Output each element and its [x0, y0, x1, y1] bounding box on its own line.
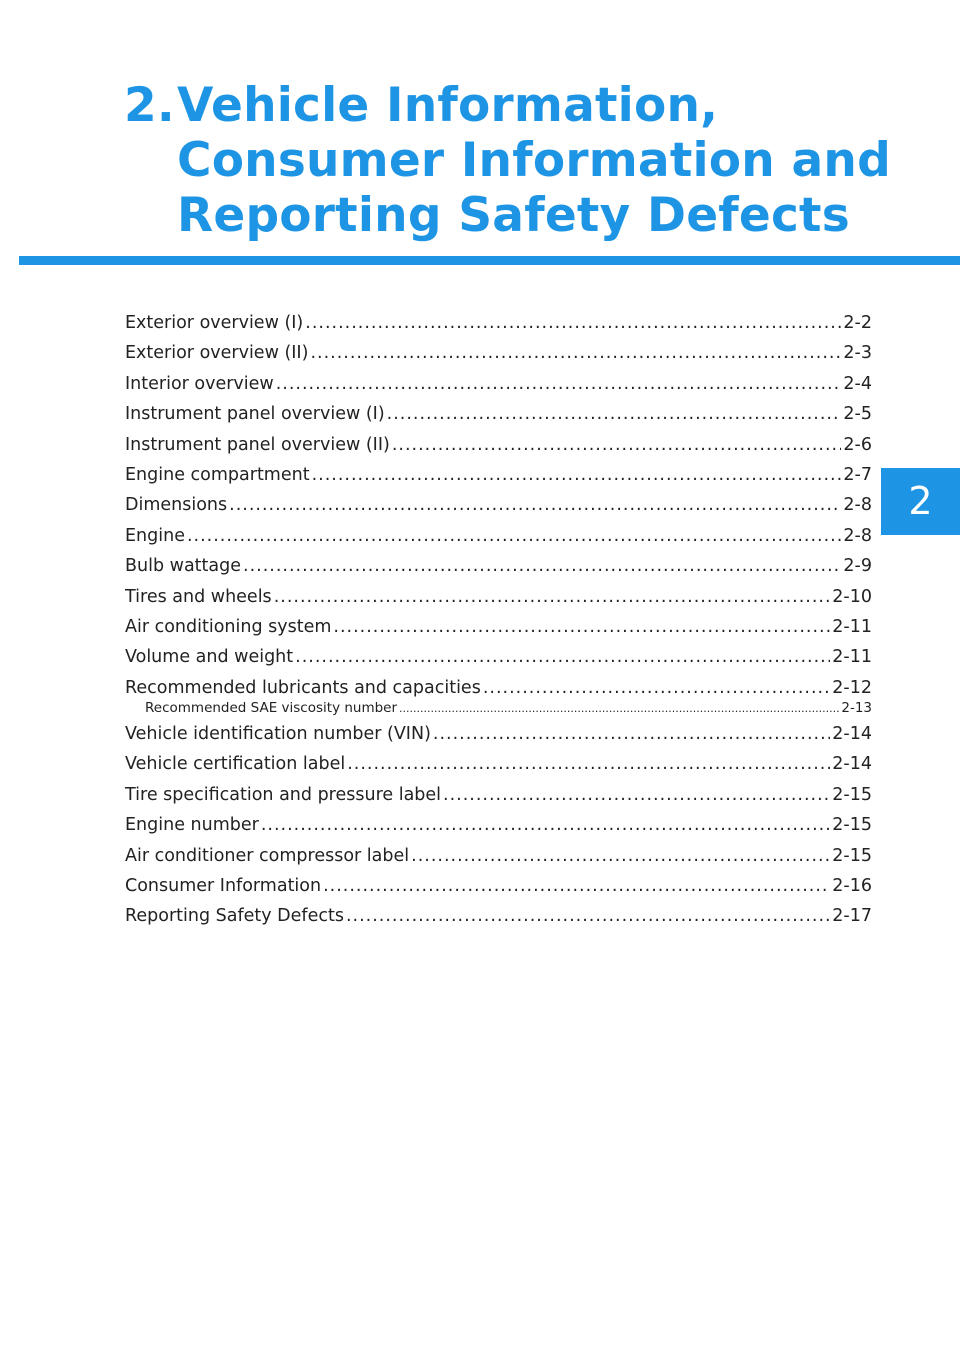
toc-entry-page: 2-11 [832, 616, 872, 637]
toc-entry[interactable] [125, 495, 872, 525]
toc-entry[interactable] [125, 754, 872, 784]
toc-entry[interactable] [125, 785, 872, 815]
toc-dot-leader [346, 906, 830, 926]
table-of-contents [125, 313, 872, 937]
toc-entry[interactable] [125, 313, 872, 343]
toc-dot-leader [347, 754, 830, 774]
toc-entry[interactable] [125, 906, 872, 936]
chapter-number: 2. [124, 78, 175, 133]
toc-entry-label: Bulb wattage [125, 556, 241, 577]
toc-entry-label: Air conditioner compressor label [125, 845, 410, 866]
chapter-title-line-1 [124, 78, 891, 133]
toc-dot-leader [333, 617, 830, 637]
toc-entry-label: Reporting Safety Defects [125, 906, 344, 927]
toc-entry-page: 2-6 [843, 434, 872, 455]
toc-dot-leader [243, 556, 841, 576]
toc-entry-label: Engine number [125, 815, 259, 836]
toc-entry-page: 2-16 [832, 876, 872, 897]
toc-entry[interactable] [125, 846, 872, 876]
toc-dot-leader [483, 678, 830, 698]
toc-entry-label: Tire specification and pressure label [125, 784, 442, 805]
toc-entry[interactable] [125, 815, 872, 845]
toc-dot-leader [187, 526, 841, 546]
chapter-title [124, 78, 891, 243]
toc-entry-page: 2-14 [832, 754, 872, 775]
toc-entry-page: 2-17 [832, 906, 872, 927]
toc-dot-leader [295, 647, 830, 667]
toc-entry-label: Instrument panel overview (II) [125, 434, 390, 455]
toc-entry-page: 2-5 [843, 404, 872, 425]
toc-entry-page: 2-3 [843, 343, 872, 364]
toc-entry-label: Exterior overview (I) [125, 313, 304, 333]
toc-entry-label: Consumer Information [125, 876, 322, 897]
toc-entry-page: 2-15 [832, 815, 872, 836]
toc-entry[interactable] [125, 404, 872, 434]
toc-entry-label: Recommended lubricants and capacities [125, 677, 481, 698]
toc-entry-page: 2-7 [843, 464, 872, 485]
toc-entry-label: Instrument panel overview (I) [125, 404, 385, 425]
toc-entry-label: Dimensions [125, 495, 228, 516]
toc-entry-label: Exterior overview (II) [125, 343, 309, 364]
toc-dot-leader [310, 343, 841, 363]
toc-entry-label: Volume and weight [125, 647, 294, 668]
toc-dot-leader [443, 785, 830, 805]
toc-entry[interactable] [125, 724, 872, 754]
toc-dot-leader [392, 435, 842, 455]
toc-entry-page: 2-15 [832, 845, 872, 866]
toc-entry-label: Engine compartment [125, 464, 310, 485]
toc-dot-leader [274, 587, 831, 607]
toc-entry[interactable] [125, 647, 872, 677]
toc-entry-page: 2-14 [832, 724, 872, 745]
toc-dot-leader [229, 495, 841, 515]
toc-dot-leader [312, 465, 842, 485]
toc-entry[interactable] [125, 343, 872, 373]
toc-entry-page: 2-12 [832, 677, 872, 698]
toc-dot-leader [399, 702, 839, 715]
toc-entry-page: 2-9 [843, 556, 872, 577]
toc-subentry[interactable] [125, 700, 872, 722]
toc-subentry-label: Recommended SAE viscosity number [145, 700, 398, 717]
toc-entry-label: Tires and wheels [125, 586, 272, 607]
toc-dot-leader [261, 815, 830, 835]
toc-entry[interactable] [125, 556, 872, 586]
title-divider [19, 256, 960, 265]
toc-dot-leader [276, 374, 842, 394]
toc-entry-label: Engine [125, 525, 185, 546]
toc-entry-label: Vehicle identification number (VIN) [125, 724, 431, 745]
toc-dot-leader [387, 404, 842, 424]
toc-entry[interactable] [125, 876, 872, 906]
toc-entry[interactable] [125, 526, 872, 556]
toc-entry-page: 2-8 [843, 525, 872, 546]
toc-entry[interactable] [125, 587, 872, 617]
toc-entry[interactable] [125, 617, 872, 647]
toc-entry-page: 2-15 [832, 784, 872, 805]
chapter-tab[interactable]: 2 [881, 468, 960, 535]
toc-entry-label: Vehicle certification label [125, 754, 346, 775]
toc-entry-page: 2-10 [832, 586, 872, 607]
toc-dot-leader [433, 724, 830, 744]
chapter-title-line-2: Consumer Information and [177, 133, 891, 188]
toc-dot-leader [305, 313, 841, 333]
toc-subentry-page: 2-13 [841, 700, 872, 717]
chapter-title-text-1: Vehicle Information, [177, 78, 719, 133]
toc-entry[interactable] [125, 374, 872, 404]
chapter-title-line-3: Reporting Safety Defects [177, 188, 850, 243]
toc-entry-page: 2-4 [843, 373, 872, 394]
toc-entry-label: Air conditioning system [125, 616, 332, 637]
toc-entry[interactable] [125, 465, 872, 495]
toc-entry[interactable] [125, 435, 872, 465]
toc-dot-leader [323, 876, 830, 896]
toc-entry-label: Interior overview [125, 373, 274, 394]
toc-entry-page: 2-11 [832, 647, 872, 668]
toc-entry-page: 2-8 [843, 495, 872, 516]
toc-dot-leader [411, 846, 830, 866]
toc-entry-page: 2-2 [843, 313, 872, 333]
